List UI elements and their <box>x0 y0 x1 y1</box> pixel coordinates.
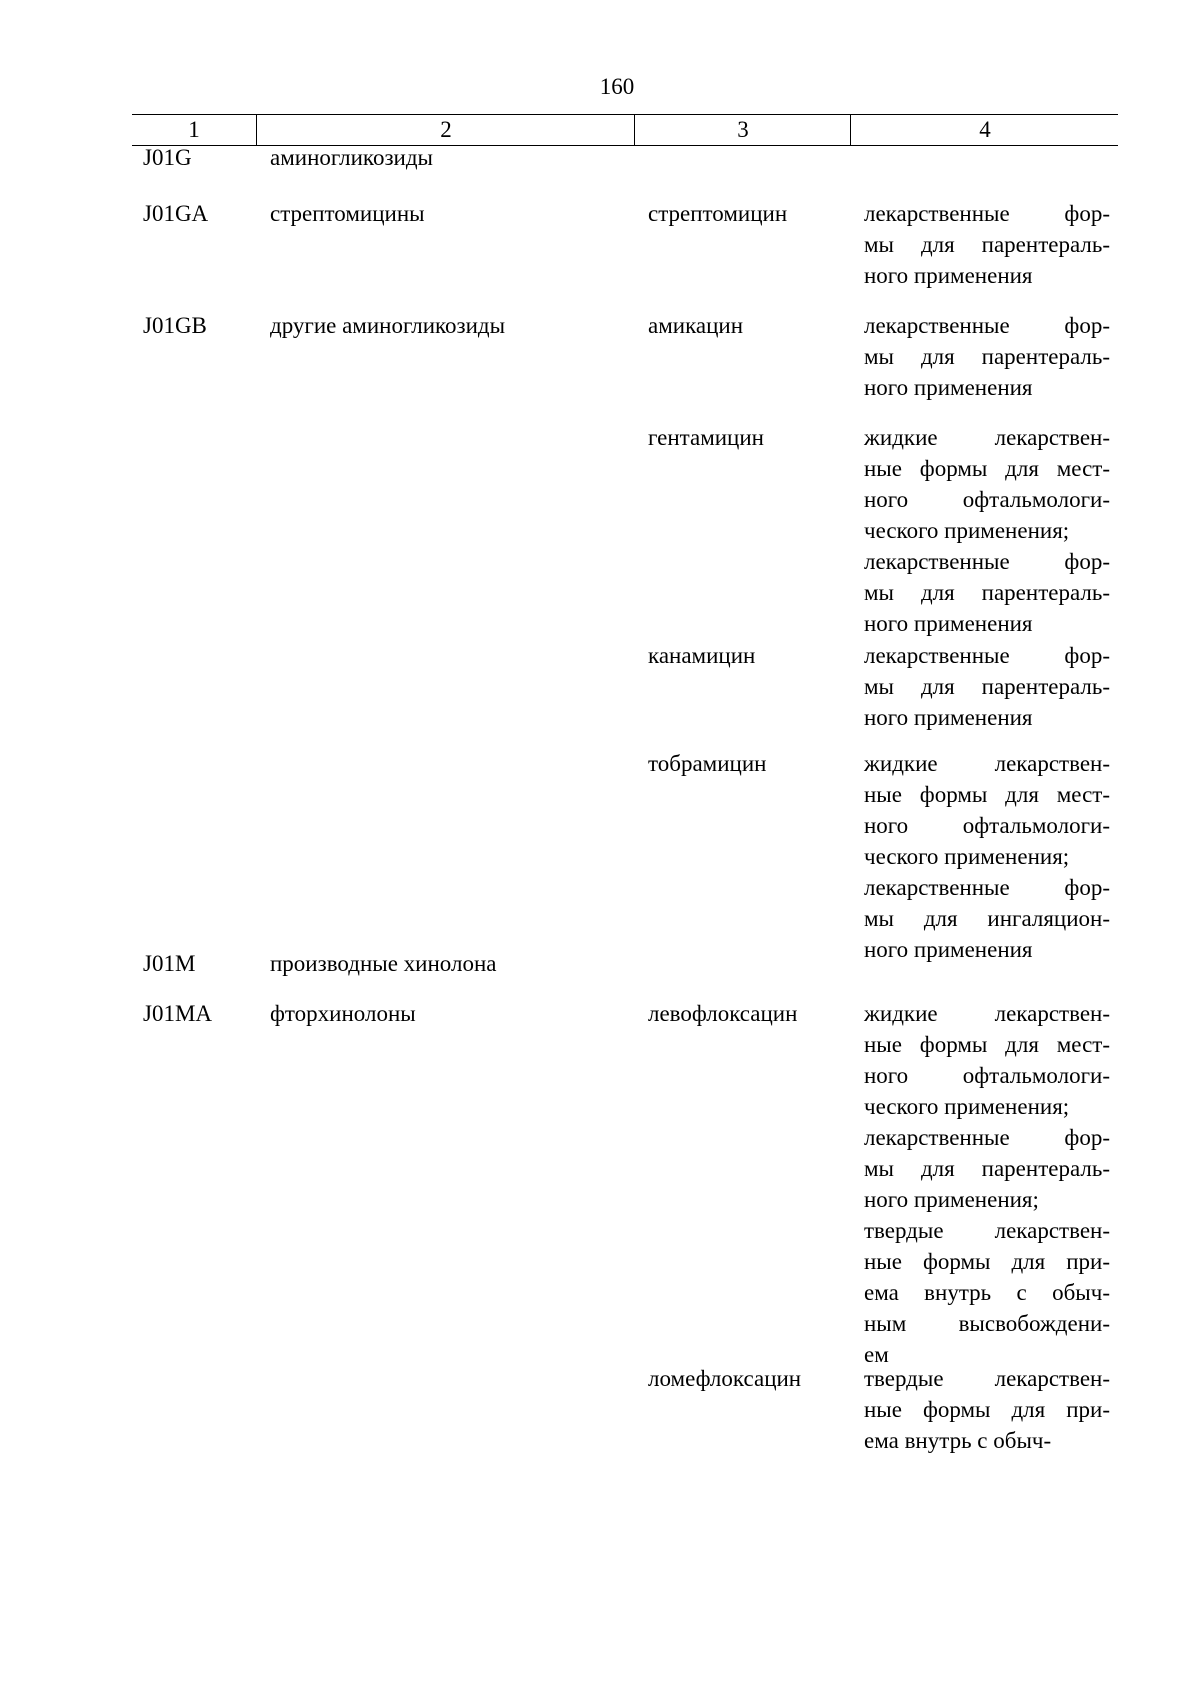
dosage-form-line: ные формы для при- <box>864 1397 1110 1422</box>
dosage-form-line: лекарственные фор- <box>864 875 1110 900</box>
dosage-form-line: ные формы для мест- <box>864 456 1110 481</box>
column-header-3: 3 <box>634 115 851 145</box>
dosage-form-line: ным высвобождени- <box>864 1311 1110 1336</box>
dosage-form-line: мы для парентераль- <box>864 344 1110 369</box>
atc-code: J01GB <box>143 313 207 338</box>
dosage-form <box>864 1363 1110 1456</box>
dosage-form-line: мы для ингаляцион- <box>864 906 1110 931</box>
dosage-form <box>864 422 1110 639</box>
anatomical-group: аминогликозиды <box>270 145 433 170</box>
dosage-form-line: жидкие лекарствен- <box>864 1001 1110 1026</box>
dosage-form-line: твердые лекарствен- <box>864 1366 1110 1391</box>
anatomical-group: стрептомицины <box>270 201 425 226</box>
dosage-form-line: ного офтальмологи- <box>864 1063 1110 1088</box>
drug-name: стрептомицин <box>648 201 788 226</box>
dosage-form-line: ного применения <box>864 937 1033 962</box>
dosage-form-line: ные формы для мест- <box>864 1032 1110 1057</box>
dosage-form-line: ческого применения; <box>864 844 1070 869</box>
dosage-form-line: мы для парентераль- <box>864 232 1110 257</box>
dosage-form-line: ема внутрь с обыч- <box>864 1428 1052 1453</box>
drug-name: левофлоксацин <box>648 1001 798 1026</box>
atc-code: J01GA <box>143 201 209 226</box>
page-number: 160 <box>599 74 635 99</box>
dosage-form-line: ема внутрь с обыч- <box>864 1280 1110 1305</box>
dosage-form <box>864 310 1110 403</box>
dosage-form <box>864 640 1110 733</box>
dosage-form-line: ного офтальмологи- <box>864 813 1110 838</box>
dosage-form-line: ного применения <box>864 263 1033 288</box>
drug-name: ломефлоксацин <box>648 1366 802 1391</box>
dosage-form-line: ческого применения; <box>864 1094 1070 1119</box>
dosage-form-line: лекарственные фор- <box>864 1125 1110 1150</box>
dosage-form-line: лекарственные фор- <box>864 201 1110 226</box>
dosage-form-line: жидкие лекарствен- <box>864 751 1110 776</box>
dosage-form-line: мы для парентераль- <box>864 674 1110 699</box>
drug-name: канамицин <box>648 643 756 668</box>
drug-name: гентамицин <box>648 425 764 450</box>
dosage-form <box>864 748 1110 965</box>
anatomical-group: другие аминогликозиды <box>270 313 506 338</box>
dosage-form-line: твердые лекарствен- <box>864 1218 1110 1243</box>
dosage-form-line: ного применения <box>864 375 1033 400</box>
dosage-form-line: ные формы для мест- <box>864 782 1110 807</box>
dosage-form-line: ного применения <box>864 611 1033 636</box>
dosage-form <box>864 998 1110 1370</box>
atc-code: J01MA <box>143 1001 213 1026</box>
column-header-4: 4 <box>850 115 1119 145</box>
dosage-form-line: ного применения <box>864 705 1033 730</box>
dosage-form-line: лекарственные фор- <box>864 549 1110 574</box>
dosage-form-line: ные формы для при- <box>864 1249 1110 1274</box>
dosage-form-line: жидкие лекарствен- <box>864 425 1110 450</box>
column-header-1: 1 <box>188 117 200 142</box>
drug-name: тобрамицин <box>648 751 767 776</box>
atc-code: J01M <box>143 951 196 976</box>
anatomical-group: фторхинолоны <box>270 1001 416 1026</box>
dosage-form-line: лекарственные фор- <box>864 313 1110 338</box>
dosage-form-line: лекарственные фор- <box>864 643 1110 668</box>
dosage-form-line: мы для парентераль- <box>864 580 1110 605</box>
dosage-form <box>864 198 1110 291</box>
dosage-form-line: ем <box>864 1342 889 1367</box>
anatomical-group: производные хинолона <box>270 951 497 976</box>
column-header-2: 2 <box>256 115 635 145</box>
dosage-form-line: мы для парентераль- <box>864 1156 1110 1181</box>
dosage-form-line: ного применения; <box>864 1187 1039 1212</box>
atc-code: J01G <box>143 145 192 170</box>
drug-name: амикацин <box>648 313 744 338</box>
dosage-form-line: ческого применения; <box>864 518 1070 543</box>
dosage-form-line: ного офтальмологи- <box>864 487 1110 512</box>
